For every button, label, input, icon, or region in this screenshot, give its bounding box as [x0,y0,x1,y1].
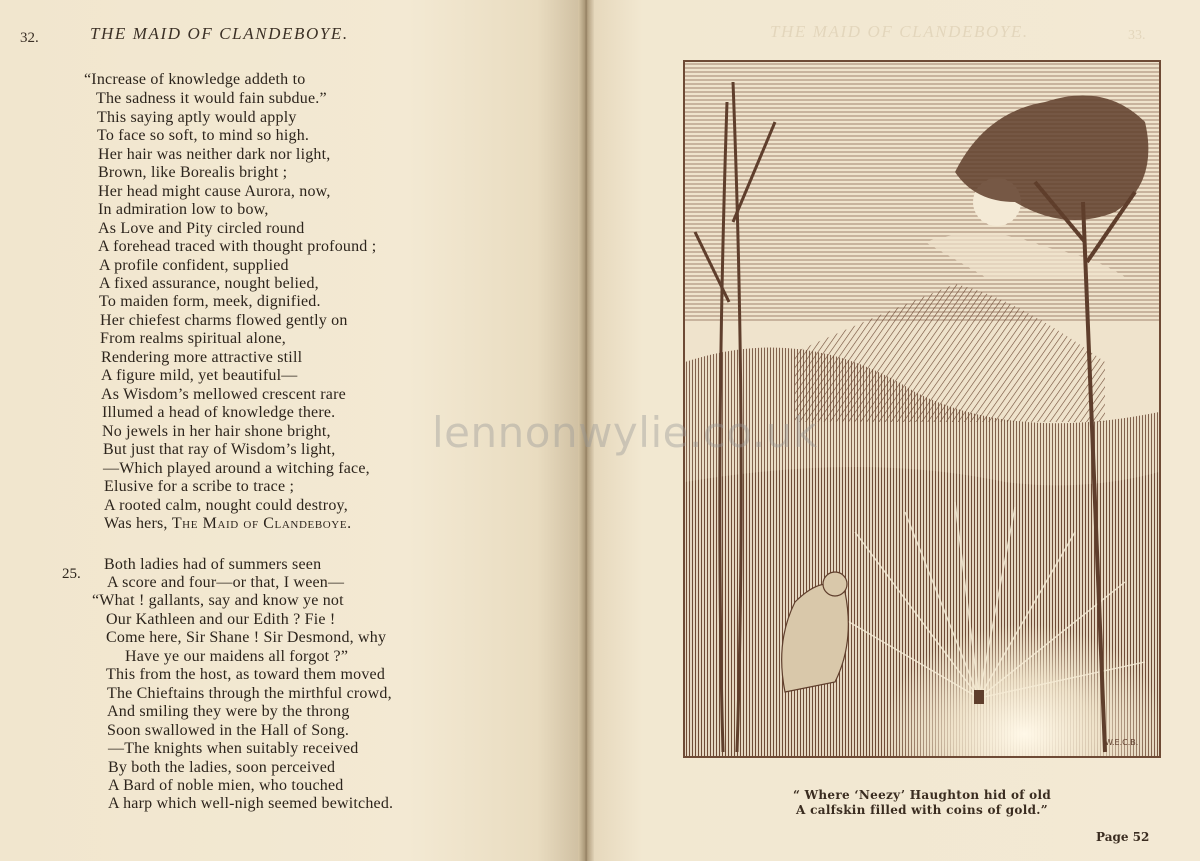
poem-line: To face so soft, to mind so high. [97,127,310,144]
poem-line: By both the ladies, soon perceived [108,759,336,776]
poem-line: As Love and Pity circled round [98,220,305,237]
poem-line: A profile confident, supplied [99,257,289,274]
poem-line: A Bard of noble mien, who touched [108,777,344,794]
poem-line: From realms spiritual alone, [100,330,287,347]
poem-line: Come here, Sir Shane ! Sir Desmond, why [106,629,387,646]
caption-line-1: “ Where ‘Neezy’ Haughton hid of old [792,788,1052,802]
poem-line: Soon swallowed in the Hall of Song. [107,722,350,739]
poem-line: A fixed assurance, nought belied, [99,275,319,292]
poem-line: This saying aptly would apply [97,109,297,126]
poem-line: The sadness it would fain subdue.” [96,90,327,107]
bleed-through-head: THE MAID OF CLANDEBOYE. [770,22,1029,41]
poem-line: Her chiefest charms flowed gently on [100,312,348,329]
page-label: Page 52 [1096,830,1150,844]
poem-line: Rendering more attractive still [101,349,303,366]
poem-line: Elusive for a scribe to trace ; [104,478,295,495]
artist-signature: W.E.C.B. [1105,738,1139,747]
poem-title-smallcaps: The Maid of Clandeboye. [171,515,352,532]
running-head: THE MAID OF CLANDEBOYE. [90,24,349,43]
poem-line: Her hair was neither dark nor light, [98,146,331,163]
poem-line-prefix: Was hers, [104,515,172,532]
stanza-number: 25. [62,566,81,582]
poem-line: No jewels in her hair shone bright, [102,423,331,440]
page-number: 32. [20,30,39,46]
poem-line: Have ye our maidens all forgot ?” [125,648,349,665]
poem-line: A figure mild, yet beautiful— [101,367,298,384]
poem-line: As Wisdom’s mellowed crescent rare [101,386,346,403]
poem-line: In admiration low to bow, [98,201,269,218]
poem-line-last [104,515,352,533]
poem-line: Both ladies had of summers seen [104,556,322,573]
poem-line: —The knights when suitably received [108,740,359,757]
poem-line: But just that ray of Wisdom’s light, [103,441,336,458]
poem-line: “Increase of knowledge addeth to [84,71,306,88]
poem-line: A rooted calm, nought could destroy, [104,497,348,514]
poem-line: A forehead traced with thought profound ; [98,238,377,255]
bleed-through-number: 33. [1128,28,1146,43]
poem-line: A harp which well-nigh seemed bewitched. [108,795,394,812]
poem-line: And smiling they were by the throng [107,703,350,720]
poem-line: —Which played around a witching face, [103,460,370,477]
poem-line: “What ! gallants, say and know ye not [92,592,344,609]
poem-line: Her head might cause Aurora, now, [98,183,331,200]
poem-line: The Chieftains through the mirthful crowd, [107,685,392,702]
poem-line: Brown, like Borealis bright ; [98,164,288,181]
poem-line: To maiden form, meek, dignified. [99,293,321,310]
poem-line: This from the host, as toward them moved [106,666,386,683]
poem-line: A score and four—or that, I ween— [107,574,345,591]
poem-line: Our Kathleen and our Edith ? Fie ! [106,611,336,628]
watermark: lennonwylie.co.uk [432,408,818,457]
caption-line-2: A calfskin filled with coins of gold.” [796,803,1048,817]
poem-line: Illumed a head of knowledge there. [102,404,336,421]
